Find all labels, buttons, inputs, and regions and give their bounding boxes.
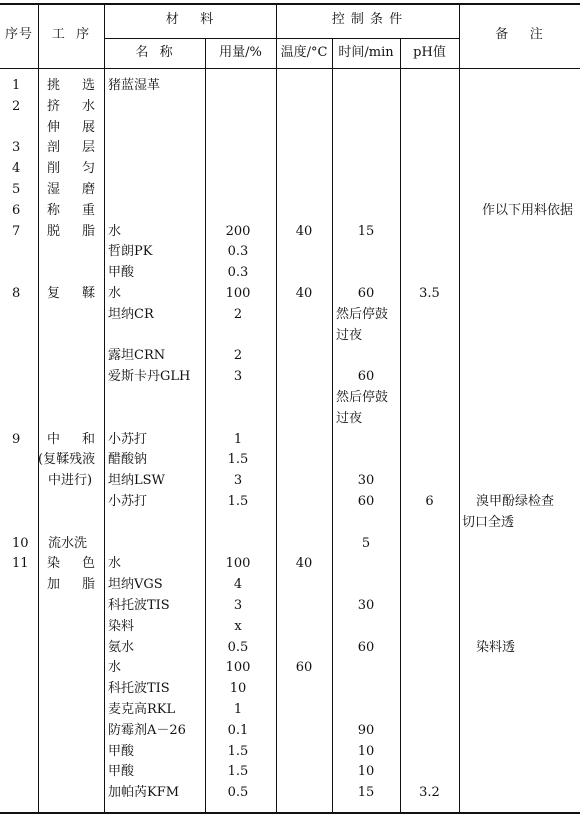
header-process: 工 序 bbox=[51, 27, 91, 42]
row-material-name: 哲朗PK bbox=[108, 244, 153, 260]
row-process-char: 挑 bbox=[47, 78, 61, 93]
col-divider-2 bbox=[104, 3, 105, 813]
row-no: 7 bbox=[12, 223, 21, 239]
row-material-name: 水 bbox=[108, 556, 122, 572]
row-dosage: 2 bbox=[233, 306, 243, 322]
row-material-name: 氨水 bbox=[108, 639, 135, 655]
row-no: 6 bbox=[12, 202, 21, 218]
table-bottom-rule bbox=[0, 812, 580, 814]
row-process-char: 称 bbox=[47, 202, 61, 218]
row-no: 8 bbox=[12, 286, 21, 301]
row-dosage: 0.1 bbox=[227, 722, 249, 738]
row-process-char: 水 bbox=[82, 98, 96, 114]
row-dosage: 4 bbox=[233, 577, 243, 593]
header-time: 时间/min bbox=[338, 45, 394, 60]
row-process: 中进行) bbox=[48, 473, 93, 489]
header-material: 材 料 bbox=[165, 12, 215, 27]
row-process-char: 复 bbox=[47, 286, 61, 301]
row-process-char: 脂 bbox=[82, 577, 96, 593]
row-no: 11 bbox=[12, 556, 29, 572]
row-time: 60 bbox=[357, 494, 375, 509]
row-process: (复鞣残液 bbox=[38, 452, 96, 468]
row-no: 4 bbox=[12, 161, 21, 177]
row-dosage: 2 bbox=[233, 348, 243, 364]
row-dosage: 3 bbox=[233, 598, 243, 613]
row-dosage: 100 bbox=[225, 556, 251, 572]
row-time: 30 bbox=[357, 598, 375, 613]
row-time: 过夜 bbox=[336, 327, 363, 343]
row-process-char: 挤 bbox=[47, 98, 61, 114]
row-process-char: 脱 bbox=[47, 223, 61, 239]
row-dosage: 0.5 bbox=[227, 785, 249, 801]
row-process-char: 色 bbox=[82, 556, 96, 572]
row-material-name: 坦纳VGS bbox=[108, 577, 163, 593]
row-time: 10 bbox=[357, 764, 375, 780]
row-material-name: 露坦CRN bbox=[108, 348, 166, 364]
row-process-char: 重 bbox=[82, 202, 96, 218]
row-time: 30 bbox=[357, 473, 375, 489]
row-dosage: 0.3 bbox=[227, 244, 249, 260]
row-material-name: 甲酸 bbox=[108, 743, 135, 759]
row-material-name: 坦纳LSW bbox=[108, 473, 165, 489]
row-material-name: 科托波TIS bbox=[108, 598, 170, 613]
row-dosage: 10 bbox=[229, 681, 247, 697]
row-process-char: 削 bbox=[47, 161, 61, 177]
row-process-char: 选 bbox=[82, 78, 96, 93]
row-material-name: 猪蓝湿革 bbox=[108, 78, 161, 93]
row-remark: 作以下用料依据 bbox=[482, 202, 574, 218]
row-material-name: 水 bbox=[108, 286, 122, 301]
row-temp: 40 bbox=[295, 223, 313, 239]
row-ph: 3.2 bbox=[419, 785, 440, 801]
row-process-char: 和 bbox=[82, 431, 96, 447]
row-material-name: 科托波TIS bbox=[108, 681, 170, 697]
row-temp: 60 bbox=[295, 660, 313, 676]
row-process-char: 染 bbox=[47, 556, 61, 572]
row-time: 60 bbox=[357, 286, 375, 301]
row-dosage: 3 bbox=[233, 369, 243, 385]
row-process-char: 层 bbox=[82, 140, 96, 156]
row-time: 60 bbox=[357, 369, 375, 385]
row-process-char: 剖 bbox=[47, 140, 61, 156]
row-material-name: 爱斯卡丹GLH bbox=[108, 369, 191, 385]
col-divider-4 bbox=[276, 3, 277, 813]
row-dosage: 1.5 bbox=[227, 764, 249, 780]
row-no: 5 bbox=[12, 182, 21, 197]
row-material-name: 染料 bbox=[108, 618, 135, 634]
row-process-char: 匀 bbox=[82, 161, 96, 177]
header-name: 名 称 bbox=[135, 45, 174, 60]
row-remark: 染料透 bbox=[476, 639, 516, 655]
row-time: 然后停鼓 bbox=[336, 306, 389, 322]
col-divider-1 bbox=[38, 3, 39, 813]
row-time: 15 bbox=[357, 785, 375, 801]
row-ph: 3.5 bbox=[419, 286, 440, 301]
row-process-char: 伸 bbox=[47, 119, 61, 135]
header-ph: pH值 bbox=[413, 45, 446, 60]
row-time: 5 bbox=[361, 535, 371, 551]
header-no: 序号 bbox=[4, 27, 33, 42]
row-dosage: 1 bbox=[233, 702, 243, 717]
row-material-name: 醋酸钠 bbox=[108, 452, 148, 468]
row-no: 10 bbox=[12, 535, 29, 551]
row-material-name: 加帕芮KFM bbox=[108, 785, 180, 801]
row-remark: 溴甲酚绿检查 bbox=[476, 494, 555, 509]
header-control: 控 制 条 件 bbox=[331, 12, 404, 27]
row-dosage: 100 bbox=[225, 660, 251, 676]
row-material-name: 小苏打 bbox=[108, 431, 148, 447]
row-time: 15 bbox=[357, 223, 375, 239]
row-dosage: 0.5 bbox=[227, 639, 249, 655]
row-dosage: 1.5 bbox=[227, 743, 249, 759]
row-process-char: 中 bbox=[47, 431, 61, 447]
row-material-name: 防霉剂A－26 bbox=[108, 722, 186, 738]
row-time: 然后停鼓 bbox=[336, 390, 389, 405]
row-dosage: 3 bbox=[233, 473, 243, 489]
header-bottom-rule bbox=[0, 68, 580, 69]
row-dosage: 0.3 bbox=[227, 265, 249, 281]
row-material-name: 水 bbox=[108, 660, 122, 676]
row-dosage: 1.5 bbox=[227, 452, 249, 468]
row-temp: 40 bbox=[295, 556, 313, 572]
row-remark: 切口全透 bbox=[462, 514, 515, 530]
row-dosage: 100 bbox=[225, 286, 251, 301]
row-time: 10 bbox=[357, 743, 375, 759]
row-process-char: 磨 bbox=[82, 182, 96, 197]
row-process-char: 湿 bbox=[47, 182, 61, 197]
row-dosage: 200 bbox=[225, 223, 251, 239]
row-no: 9 bbox=[12, 431, 21, 447]
row-material-name: 水 bbox=[108, 223, 122, 239]
row-material-name: 小苏打 bbox=[108, 494, 148, 509]
row-material-name: 麦克高RKL bbox=[108, 702, 176, 717]
row-dosage: x bbox=[234, 618, 242, 634]
header-dosage: 用量/% bbox=[219, 45, 262, 60]
row-process-char: 展 bbox=[82, 119, 96, 135]
col-divider-6 bbox=[400, 38, 401, 813]
row-time: 90 bbox=[357, 722, 375, 738]
row-temp: 40 bbox=[295, 286, 313, 301]
row-material-name: 坦纳CR bbox=[108, 306, 154, 322]
subheader-rule bbox=[104, 38, 459, 39]
row-no: 1 bbox=[12, 78, 21, 93]
row-time: 过夜 bbox=[336, 410, 363, 426]
row-no: 3 bbox=[12, 140, 21, 156]
row-material-name: 甲酸 bbox=[108, 764, 135, 780]
header-remark: 备 注 bbox=[495, 27, 544, 42]
col-divider-5 bbox=[332, 38, 333, 813]
row-no: 2 bbox=[12, 98, 21, 114]
row-material-name: 甲酸 bbox=[108, 265, 135, 281]
row-dosage: 1.5 bbox=[227, 494, 249, 509]
row-process-char: 脂 bbox=[82, 223, 96, 239]
row-dosage: 1 bbox=[233, 431, 243, 447]
row-ph: 6 bbox=[425, 494, 434, 509]
col-divider-7 bbox=[459, 3, 460, 813]
col-divider-3 bbox=[205, 38, 206, 813]
row-time: 60 bbox=[357, 639, 375, 655]
row-process: 流水洗 bbox=[48, 535, 88, 551]
row-process-char: 加 bbox=[47, 577, 61, 593]
header-temp: 温度/°C bbox=[280, 45, 328, 60]
table-top-rule bbox=[0, 3, 580, 5]
row-process-char: 鞣 bbox=[82, 286, 96, 301]
